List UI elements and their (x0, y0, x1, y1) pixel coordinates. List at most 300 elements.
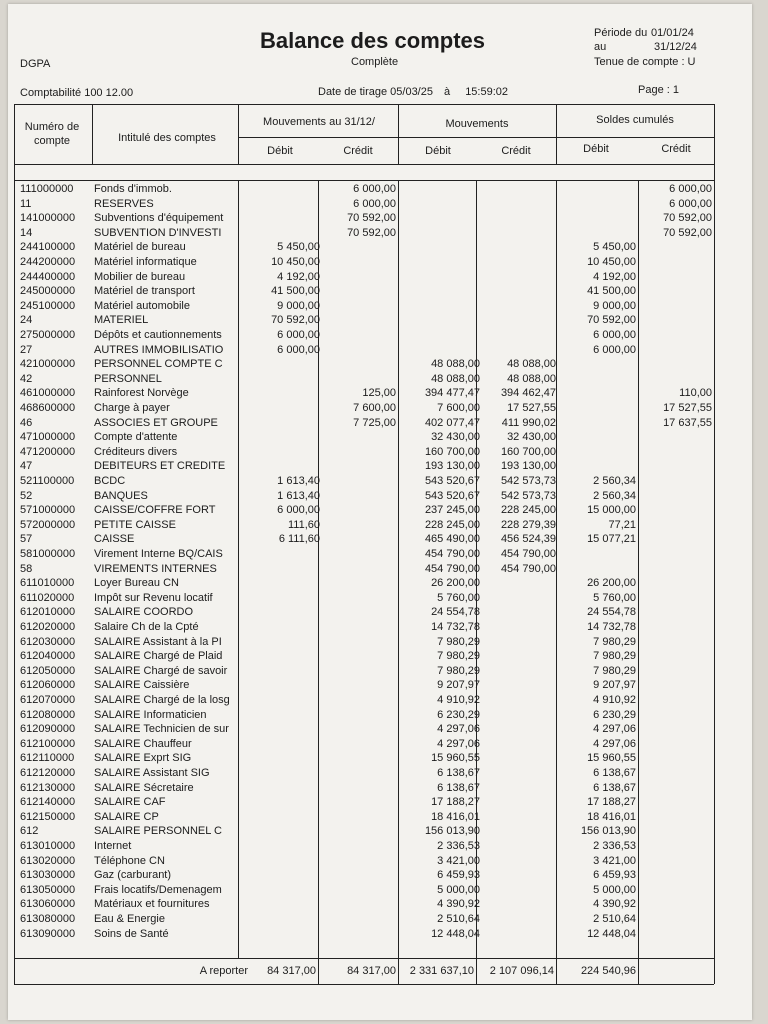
movement-debit: 394 477,47 (424, 387, 480, 400)
table-row (8, 678, 752, 693)
balance-credit: 17 527,55 (663, 402, 712, 414)
period-debit: 9 000,00 (277, 299, 320, 312)
account-number: 612 (20, 825, 39, 838)
table-row (8, 839, 752, 854)
account-label: SALAIRE Assistant à la PI (94, 635, 222, 648)
movement-debit: 6 459,93 (437, 869, 480, 882)
time-value: 15:59:02 (465, 86, 509, 98)
period-debit: 41 500,00 (271, 285, 320, 298)
movement-credit: 228 279,39 (500, 518, 556, 531)
table-row (8, 576, 752, 591)
account-label: Gaz (carburant) (94, 869, 172, 882)
print-time (444, 86, 508, 98)
period-from (594, 27, 694, 39)
period-debit: 6 111,60 (278, 533, 320, 546)
table-row (8, 328, 752, 343)
balance-debit: 2 510,64 (593, 913, 636, 925)
period-debit: 6 000,00 (277, 329, 320, 341)
movement-credit: 48 088,00 (507, 372, 556, 385)
movement-debit: 3 421,00 (437, 854, 480, 867)
table-row (8, 664, 752, 679)
table-row (8, 182, 752, 197)
account-keeping: Tenue de compte : U (594, 56, 696, 68)
movement-debit: 7 600,00 (437, 402, 480, 414)
account-number: 612020000 (20, 621, 76, 633)
balance-debit: 6 138,67 (593, 767, 636, 779)
balance-debit: 4 297,06 (593, 737, 636, 750)
total-credit-2: 2 107 096,14 (489, 965, 554, 977)
movement-debit: 17 188,27 (431, 796, 480, 809)
balance-debit: 15 960,55 (587, 752, 636, 765)
account-number: 613090000 (20, 927, 76, 940)
account-label: Matériel informatique (94, 256, 197, 268)
balance-debit: 4 297,06 (593, 723, 636, 736)
account-number: 24 (20, 314, 33, 327)
account-number: 613060000 (20, 898, 76, 911)
account-label: MATERIEL (94, 314, 149, 327)
movement-debit: 2 510,64 (437, 913, 480, 925)
account-label: Virement Interne BQ/CAIS (94, 548, 223, 560)
movement-debit: 4 390,92 (437, 898, 480, 911)
account-number: 461000000 (20, 387, 76, 400)
movement-debit: 454 790,00 (424, 562, 480, 575)
period-to-label: au (594, 41, 607, 53)
movement-debit: 24 554,78 (431, 606, 480, 619)
account-number: 612090000 (20, 723, 76, 736)
movement-credit: 48 088,00 (507, 358, 556, 371)
balance-credit: 110,00 (679, 387, 712, 400)
table-row (8, 635, 752, 650)
col-header-debit-3: Débit (583, 143, 609, 155)
account-label: PERSONNEL COMPTE C (94, 358, 223, 371)
balance-debit: 24 554,78 (587, 606, 636, 619)
account-number: 612070000 (20, 694, 76, 706)
table-row (8, 372, 752, 387)
account-number: 581000000 (20, 548, 76, 560)
accounting-version: Comptabilité 100 12.00 (20, 87, 134, 99)
balance-debit: 9 000,00 (593, 299, 636, 312)
period-debit: 1 613,40 (277, 475, 320, 487)
table-row (8, 795, 752, 810)
movement-credit: 411 990,02 (501, 416, 556, 429)
account-number: 245100000 (20, 299, 76, 312)
account-number: 141000000 (20, 212, 76, 225)
balance-debit: 12 448,04 (587, 927, 636, 940)
account-number: 244100000 (20, 241, 76, 254)
account-number: 244400000 (20, 270, 76, 283)
account-label: BANQUES (94, 489, 148, 502)
account-label: SALAIRE Sécretaire (94, 781, 194, 794)
period-debit: 70 592,00 (271, 314, 320, 327)
account-number: 521100000 (20, 475, 75, 487)
account-number: 42 (20, 372, 33, 385)
table-row (8, 591, 752, 606)
movement-debit: 543 520,67 (424, 489, 480, 502)
balance-debit: 2 560,34 (593, 475, 636, 487)
account-number: 612130000 (20, 781, 76, 794)
movement-debit: 465 490,00 (424, 533, 480, 546)
account-number: 471200000 (20, 445, 76, 458)
account-number: 245000000 (20, 285, 76, 298)
table-row (8, 386, 752, 401)
account-label: Matériaux et fournitures (94, 898, 210, 911)
account-number: 613020000 (20, 854, 76, 867)
movement-debit: 5 000,00 (437, 883, 480, 896)
balance-debit: 26 200,00 (587, 577, 636, 590)
movement-debit: 48 088,00 (431, 372, 480, 385)
table-row (8, 824, 752, 839)
account-number: 612100000 (20, 737, 76, 750)
movement-debit: 15 960,55 (431, 752, 480, 765)
col-header-credit-2: Crédit (501, 145, 531, 157)
table-row (8, 693, 752, 708)
balance-debit: 4 910,92 (593, 694, 636, 706)
movement-credit: 193 130,00 (500, 460, 556, 473)
account-label: Frais locatifs/Demenagem (94, 883, 222, 896)
balance-debit: 2 336,53 (593, 840, 636, 852)
at-label: à (444, 86, 451, 98)
balance-debit: 10 450,00 (587, 256, 636, 268)
movement-debit: 12 448,04 (431, 927, 480, 940)
table-row (8, 211, 752, 226)
balance-debit: 4 390,92 (593, 898, 636, 911)
table-row (8, 868, 752, 883)
account-label: Salaire Ch de la Cpté (94, 621, 199, 633)
table-row (8, 854, 752, 869)
account-label: SALAIRE CAF (94, 796, 166, 809)
table-row (8, 416, 752, 431)
account-label: Charge à payer (94, 402, 170, 414)
organization-code: DGPA (20, 58, 51, 70)
balance-credit: 6 000,00 (669, 197, 712, 210)
movement-credit: 456 524,39 (500, 533, 556, 546)
movement-debit: 543 520,67 (424, 475, 480, 487)
table-row (8, 912, 752, 927)
table-row (8, 708, 752, 723)
movement-debit: 228 245,00 (424, 518, 480, 531)
table-row (8, 883, 752, 898)
period-to-value: 31/12/24 (654, 41, 697, 53)
account-number: 244200000 (20, 256, 76, 268)
movement-debit: 7 980,29 (437, 664, 480, 677)
account-label: SALAIRE Technicien de sur (94, 723, 229, 736)
movement-debit: 6 138,67 (437, 767, 480, 779)
account-number: 612150000 (20, 810, 76, 823)
account-number: 612140000 (20, 796, 76, 809)
account-label: Mobilier de bureau (94, 270, 186, 283)
account-label: SALAIRE Chauffeur (94, 737, 192, 750)
table-row (8, 810, 752, 825)
balance-debit: 2 560,34 (593, 489, 636, 502)
table-row (8, 781, 752, 796)
table-row (8, 547, 752, 562)
table-row (8, 255, 752, 270)
account-label: Dépôts et cautionnements (94, 329, 222, 341)
balance-debit: 18 416,01 (587, 810, 636, 823)
movement-debit: 18 416,01 (431, 810, 480, 823)
movement-debit: 156 013,90 (424, 825, 480, 838)
account-label: BCDC (94, 475, 126, 487)
period-debit: 4 192,00 (277, 270, 320, 283)
balance-debit: 41 500,00 (587, 285, 636, 298)
account-number: 613010000 (20, 840, 76, 852)
period-to (594, 41, 697, 53)
balance-debit: 6 459,93 (593, 869, 636, 882)
account-number: 613050000 (20, 883, 76, 896)
movement-credit: 228 245,00 (500, 504, 556, 517)
account-label: Eau & Energie (94, 913, 165, 925)
account-number: 612060000 (20, 679, 76, 692)
balance-credit: 70 592,00 (663, 226, 712, 239)
account-label: PERSONNEL (94, 372, 162, 385)
account-label: RESERVES (94, 197, 154, 210)
period-credit: 125,00 (362, 387, 396, 400)
account-label: Matériel automobile (94, 299, 190, 312)
account-label: SALAIRE Chargé de savoir (94, 664, 228, 677)
account-label: SALAIRE Exprt SIG (94, 752, 192, 765)
balance-debit: 15 000,00 (587, 504, 636, 517)
balance-credit: 17 637,55 (663, 416, 712, 429)
account-number: 572000000 (20, 518, 76, 531)
movement-debit: 4 297,06 (437, 737, 480, 750)
period-credit: 6 000,00 (353, 183, 396, 195)
total-credit-1: 84 317,00 (347, 965, 396, 977)
movement-debit: 402 077,47 (424, 416, 480, 429)
movement-debit: 14 732,78 (431, 621, 480, 633)
account-number: 468600000 (20, 402, 76, 414)
account-label: SALAIRE Assistant SIG (94, 767, 210, 779)
movement-credit: 17 527,55 (507, 402, 556, 414)
movement-debit: 160 700,00 (424, 445, 480, 458)
table-row (8, 766, 752, 781)
table-row (8, 270, 752, 285)
balance-debit: 77,21 (608, 518, 636, 531)
balance-debit: 7 980,29 (593, 664, 636, 677)
movement-debit: 6 138,67 (437, 781, 480, 794)
table-row (8, 927, 752, 942)
table-row (8, 357, 752, 372)
movement-credit: 160 700,00 (500, 445, 556, 458)
balance-debit: 3 421,00 (593, 854, 636, 867)
table-row (8, 751, 752, 766)
movement-debit: 6 230,29 (437, 708, 480, 721)
movement-debit: 9 207,97 (437, 679, 480, 692)
account-label: SALAIRE Caissière (94, 679, 190, 692)
period-from-label: Période du (594, 27, 648, 39)
table-row (8, 722, 752, 737)
account-label: DEBITEURS ET CREDITE (94, 460, 226, 473)
account-number: 57 (20, 533, 33, 546)
balance-debit: 5 450,00 (593, 241, 636, 254)
account-number: 612010000 (20, 606, 76, 619)
movement-debit: 4 297,06 (437, 723, 480, 736)
document-title: Balance des comptes (260, 28, 485, 53)
col-header-debit-1: Débit (267, 145, 293, 157)
balance-debit: 5 760,00 (593, 591, 636, 604)
account-label: CAISSE/COFFRE FORT (94, 504, 216, 517)
account-number: 111000000 (20, 183, 74, 195)
account-number: 613080000 (20, 913, 76, 925)
account-number: 47 (20, 460, 33, 473)
account-number: 275000000 (20, 329, 76, 341)
table-row (8, 401, 752, 416)
movement-credit: 394 462,47 (500, 387, 556, 400)
movement-debit: 48 088,00 (431, 358, 480, 371)
account-number: 611020000 (20, 591, 75, 604)
table-row (8, 343, 752, 358)
total-debit-3: 224 540,96 (580, 965, 636, 977)
period-debit: 6 000,00 (277, 343, 320, 356)
period-credit: 7 600,00 (353, 402, 396, 414)
table-row (8, 897, 752, 912)
col-header-debit-2: Débit (425, 145, 451, 157)
account-number: 46 (20, 416, 33, 429)
period-debit: 5 450,00 (277, 241, 320, 254)
table-row (8, 445, 752, 460)
account-number: 14 (20, 226, 33, 239)
period-credit: 6 000,00 (353, 197, 396, 210)
col-header-credit-3: Crédit (661, 143, 691, 155)
balance-debit: 4 192,00 (593, 270, 636, 283)
account-label: Téléphone CN (94, 854, 165, 867)
movement-debit: 26 200,00 (431, 577, 480, 590)
account-label: AUTRES IMMOBILISATIO (94, 343, 224, 356)
account-label: Fonds d'immob. (94, 183, 172, 195)
period-debit: 1 613,40 (277, 489, 320, 502)
movement-debit: 7 980,29 (437, 650, 480, 663)
movement-credit: 454 790,00 (500, 562, 556, 575)
movement-debit: 5 760,00 (437, 591, 480, 604)
account-number: 421000000 (20, 358, 76, 371)
balance-debit: 6 138,67 (593, 781, 636, 794)
account-number: 52 (20, 489, 33, 502)
account-number: 612110000 (20, 752, 75, 765)
total-debit-2: 2 331 637,10 (409, 965, 474, 977)
carry-forward-label: A reporter (199, 965, 248, 977)
movement-debit: 4 910,92 (437, 694, 480, 706)
col-header-period-movements: Mouvements au 31/12/ (263, 116, 375, 128)
account-label: SALAIRE Chargé de la losg (94, 694, 230, 706)
table-row (8, 562, 752, 577)
document-subtitle: Complète (351, 56, 399, 68)
movement-credit: 32 430,00 (507, 431, 556, 444)
balance-debit: 17 188,27 (587, 796, 636, 809)
balance-debit: 15 077,21 (587, 533, 636, 546)
balance-debit: 156 013,90 (580, 825, 636, 838)
account-label: Matériel de transport (94, 285, 195, 298)
account-label: CAISSE (94, 533, 135, 546)
account-label: PETITE CAISSE (94, 518, 176, 531)
balance-debit: 6 230,29 (593, 708, 636, 721)
movement-credit: 454 790,00 (500, 548, 556, 560)
col-header-number: Numéro de compte (24, 121, 80, 147)
movement-debit: 7 980,29 (437, 635, 480, 648)
account-label: VIREMENTS INTERNES (94, 562, 217, 575)
balance-debit: 6 000,00 (593, 329, 636, 341)
balance-credit: 6 000,00 (669, 183, 712, 195)
table-row (8, 474, 752, 489)
account-label: SALAIRE PERSONNEL C (94, 825, 222, 838)
table-row (8, 240, 752, 255)
period-credit: 70 592,00 (347, 212, 396, 225)
page-number: Page : 1 (638, 84, 679, 96)
account-label: Rainforest Norvège (94, 387, 189, 400)
balance-debit: 7 980,29 (593, 635, 636, 648)
account-label: SALAIRE Chargé de Plaid (94, 650, 223, 663)
table-row (8, 620, 752, 635)
account-label: SUBVENTION D'INVESTI (94, 226, 222, 239)
balance-debit: 7 980,29 (593, 650, 636, 663)
account-label: SALAIRE CP (94, 810, 159, 823)
period-from-value: 01/01/24 (651, 27, 694, 39)
account-number: 27 (20, 343, 33, 356)
table-row (8, 459, 752, 474)
movement-debit: 2 336,53 (437, 840, 480, 852)
account-label: SALAIRE COORDO (94, 606, 194, 619)
movement-debit: 454 790,00 (424, 548, 480, 560)
account-number: 58 (20, 562, 33, 575)
table-row (8, 605, 752, 620)
account-label: Soins de Santé (94, 927, 169, 940)
account-label: Compte d'attente (94, 431, 178, 444)
print-date: Date de tirage 05/03/25 (318, 86, 433, 98)
balance-debit: 5 000,00 (593, 883, 636, 896)
balance-debit: 70 592,00 (587, 314, 636, 327)
movement-debit: 237 245,00 (424, 504, 480, 517)
account-label: Internet (94, 840, 132, 852)
account-label: Loyer Bureau CN (94, 577, 179, 590)
col-header-balances: Soldes cumulés (596, 114, 674, 126)
table-row (8, 299, 752, 314)
account-number: 612040000 (20, 650, 76, 663)
movement-debit: 32 430,00 (431, 431, 480, 444)
balance-debit: 14 732,78 (587, 621, 636, 633)
period-debit: 6 000,00 (277, 504, 320, 517)
account-label: Créditeurs divers (94, 445, 178, 458)
period-debit: 10 450,00 (271, 256, 320, 268)
table-row (8, 313, 752, 328)
table-row (8, 197, 752, 212)
account-label: Impôt sur Revenu locatif (94, 591, 213, 604)
table-row (8, 284, 752, 299)
col-header-movements: Mouvements (445, 118, 509, 130)
balance-sheet-page (8, 4, 752, 1020)
col-header-credit-1: Crédit (343, 145, 373, 157)
account-number: 611010000 (20, 577, 75, 590)
col-header-label: Intitulé des comptes (118, 132, 216, 144)
table-row (8, 430, 752, 445)
table-row (8, 649, 752, 664)
total-debit-1: 84 317,00 (267, 965, 316, 977)
account-label: ASSOCIES ET GROUPE (94, 416, 218, 429)
table-row (8, 532, 752, 547)
balance-debit: 9 207,97 (593, 679, 636, 692)
table-row (8, 518, 752, 533)
movement-credit: 542 573,73 (500, 489, 556, 502)
account-number: 612120000 (20, 767, 76, 779)
period-credit: 7 725,00 (353, 416, 396, 429)
account-label: SALAIRE Informaticien (94, 708, 207, 721)
movement-credit: 542 573,73 (500, 475, 556, 487)
account-number: 613030000 (20, 869, 76, 882)
account-number: 11 (20, 197, 32, 210)
account-number: 571000000 (20, 504, 76, 517)
period-credit: 70 592,00 (347, 226, 396, 239)
table-row (8, 489, 752, 504)
table-row (8, 503, 752, 518)
period-debit: 111,60 (287, 518, 320, 531)
table-row (8, 226, 752, 241)
